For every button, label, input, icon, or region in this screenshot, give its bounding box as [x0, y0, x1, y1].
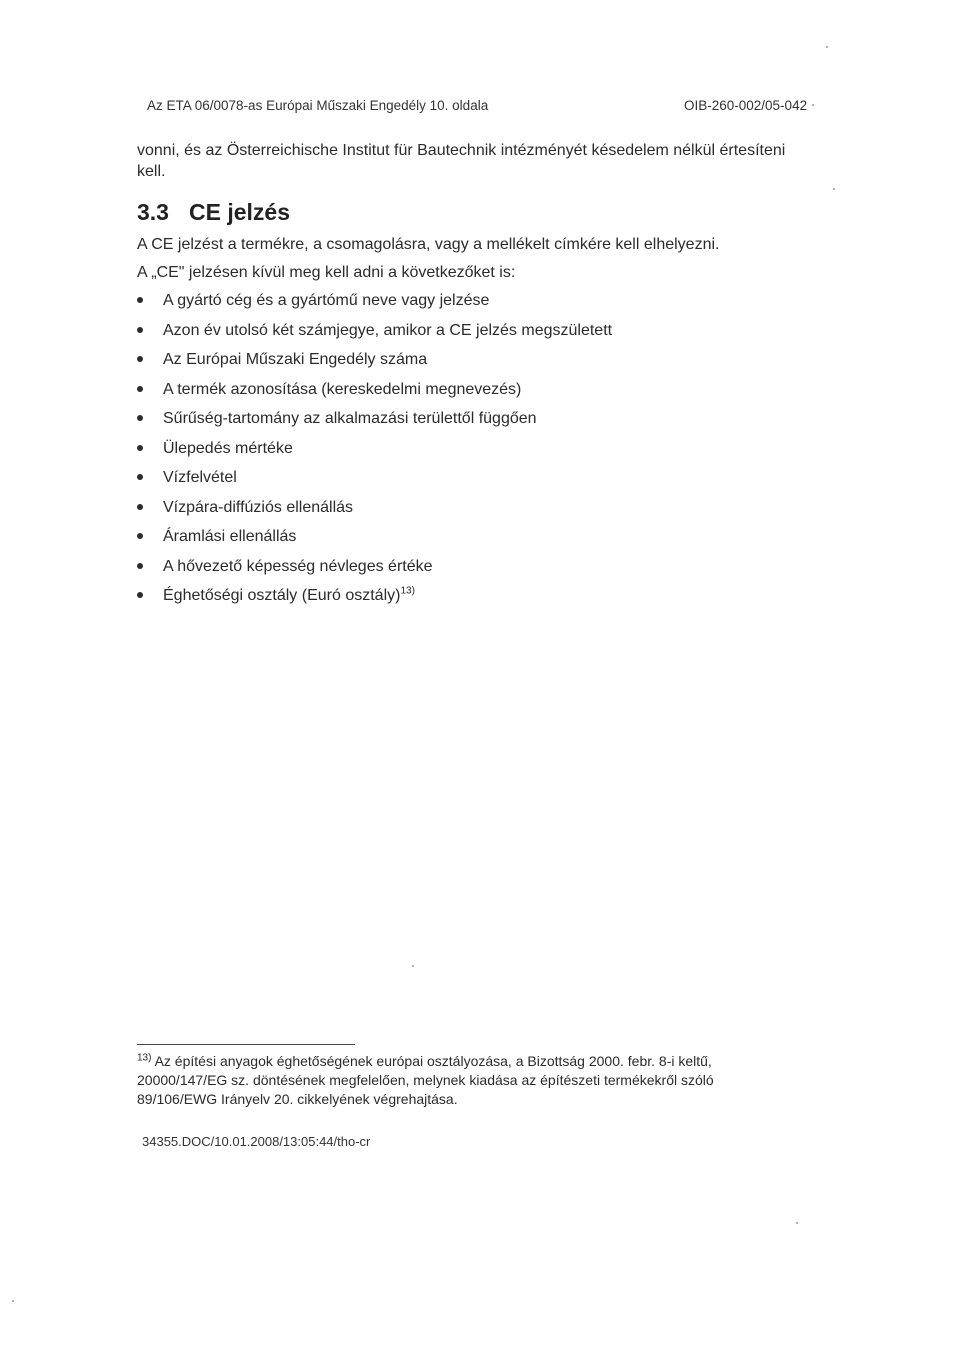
list-item: Azon év utolsó két számjegye, amikor a CE jelzés megszületett	[137, 320, 612, 350]
footnote-line-2: 20000/147/EG sz. döntésének megfelelően, melynek kiadása az építészeti termékekről szóló	[137, 1072, 714, 1088]
list-item: Sűrűség-tartomány az alkalmazási területtől függően	[137, 408, 612, 438]
ce-marking-requirements-list	[137, 290, 612, 615]
list-item: A hővezető képesség névleges értéke	[137, 556, 612, 586]
footnote-line-1: $^{13)}$ Az építési anyagok éghetőségének európai osztályozása, a Bizottság 2000. febr. 8-i keltű,	[137, 1052, 712, 1069]
bullet-icon	[137, 592, 143, 598]
bullet-icon	[137, 415, 143, 421]
page-header-reference: OIB-260-002/05-042	[684, 98, 808, 113]
intro-paragraph	[137, 140, 827, 182]
bullet-icon	[137, 563, 143, 569]
page-header-left: Az ETA 06/0078-as Európai Műszaki Engedély 10. oldala	[147, 98, 489, 113]
section-number: 3.3	[137, 199, 169, 225]
section-title: CE jelzés	[189, 199, 290, 225]
scan-speck	[12, 1300, 14, 1302]
intro-line-1: vonni, és az Österreichische Institut für Bautechnik intézményét késedelem nélkül értesíteni	[137, 142, 786, 159]
footnote-reference: 13)	[400, 585, 415, 597]
footnote-line-3: 89/106/EWG Irányelv 20. cikkelyének végrehajtása.	[137, 1091, 458, 1107]
list-item: Ülepedés mértéke	[137, 438, 612, 468]
document-file-reference: 34355.DOC/10.01.2008/13:05:44/tho-cr	[142, 1134, 371, 1149]
list-item: Éghetőségi osztály (Euró osztály)$^{13)}$	[137, 585, 612, 615]
footnote-mark: 13)	[137, 1052, 152, 1064]
list-item: Az Európai Műszaki Engedély száma	[137, 349, 612, 379]
list-item: Vízpára-diffúziós ellenállás	[137, 497, 612, 527]
bullet-icon	[137, 504, 143, 510]
bullet-icon	[137, 533, 143, 539]
paragraph-ce-contents: A „CE" jelzésen kívül meg kell adni a következőket is:	[137, 264, 516, 281]
intro-line-2: kell.	[137, 163, 166, 180]
section-heading	[137, 199, 290, 226]
bullet-icon	[137, 386, 143, 392]
bullet-icon	[137, 474, 143, 480]
scan-speck	[412, 965, 414, 967]
scan-speck	[833, 188, 835, 190]
paragraph-ce-placement: A CE jelzést a termékre, a csomagolásra, vagy a mellékelt címkére kell elhelyezni.	[137, 236, 720, 253]
bullet-icon	[137, 297, 143, 303]
bullet-icon	[137, 445, 143, 451]
bullet-icon	[137, 327, 143, 333]
list-item: Áramlási ellenállás	[137, 526, 612, 556]
footnote-divider	[137, 1044, 355, 1045]
list-item: A termék azonosítása (kereskedelmi megnevezés)	[137, 379, 612, 409]
scan-speck	[826, 46, 828, 48]
scan-speck	[812, 104, 814, 106]
list-item: A gyártó cég és a gyártómű neve vagy jelzése	[137, 290, 612, 320]
bullet-icon	[137, 356, 143, 362]
footnote	[137, 1052, 797, 1109]
list-item: Vízfelvétel	[137, 467, 612, 497]
scan-speck	[796, 1222, 798, 1224]
